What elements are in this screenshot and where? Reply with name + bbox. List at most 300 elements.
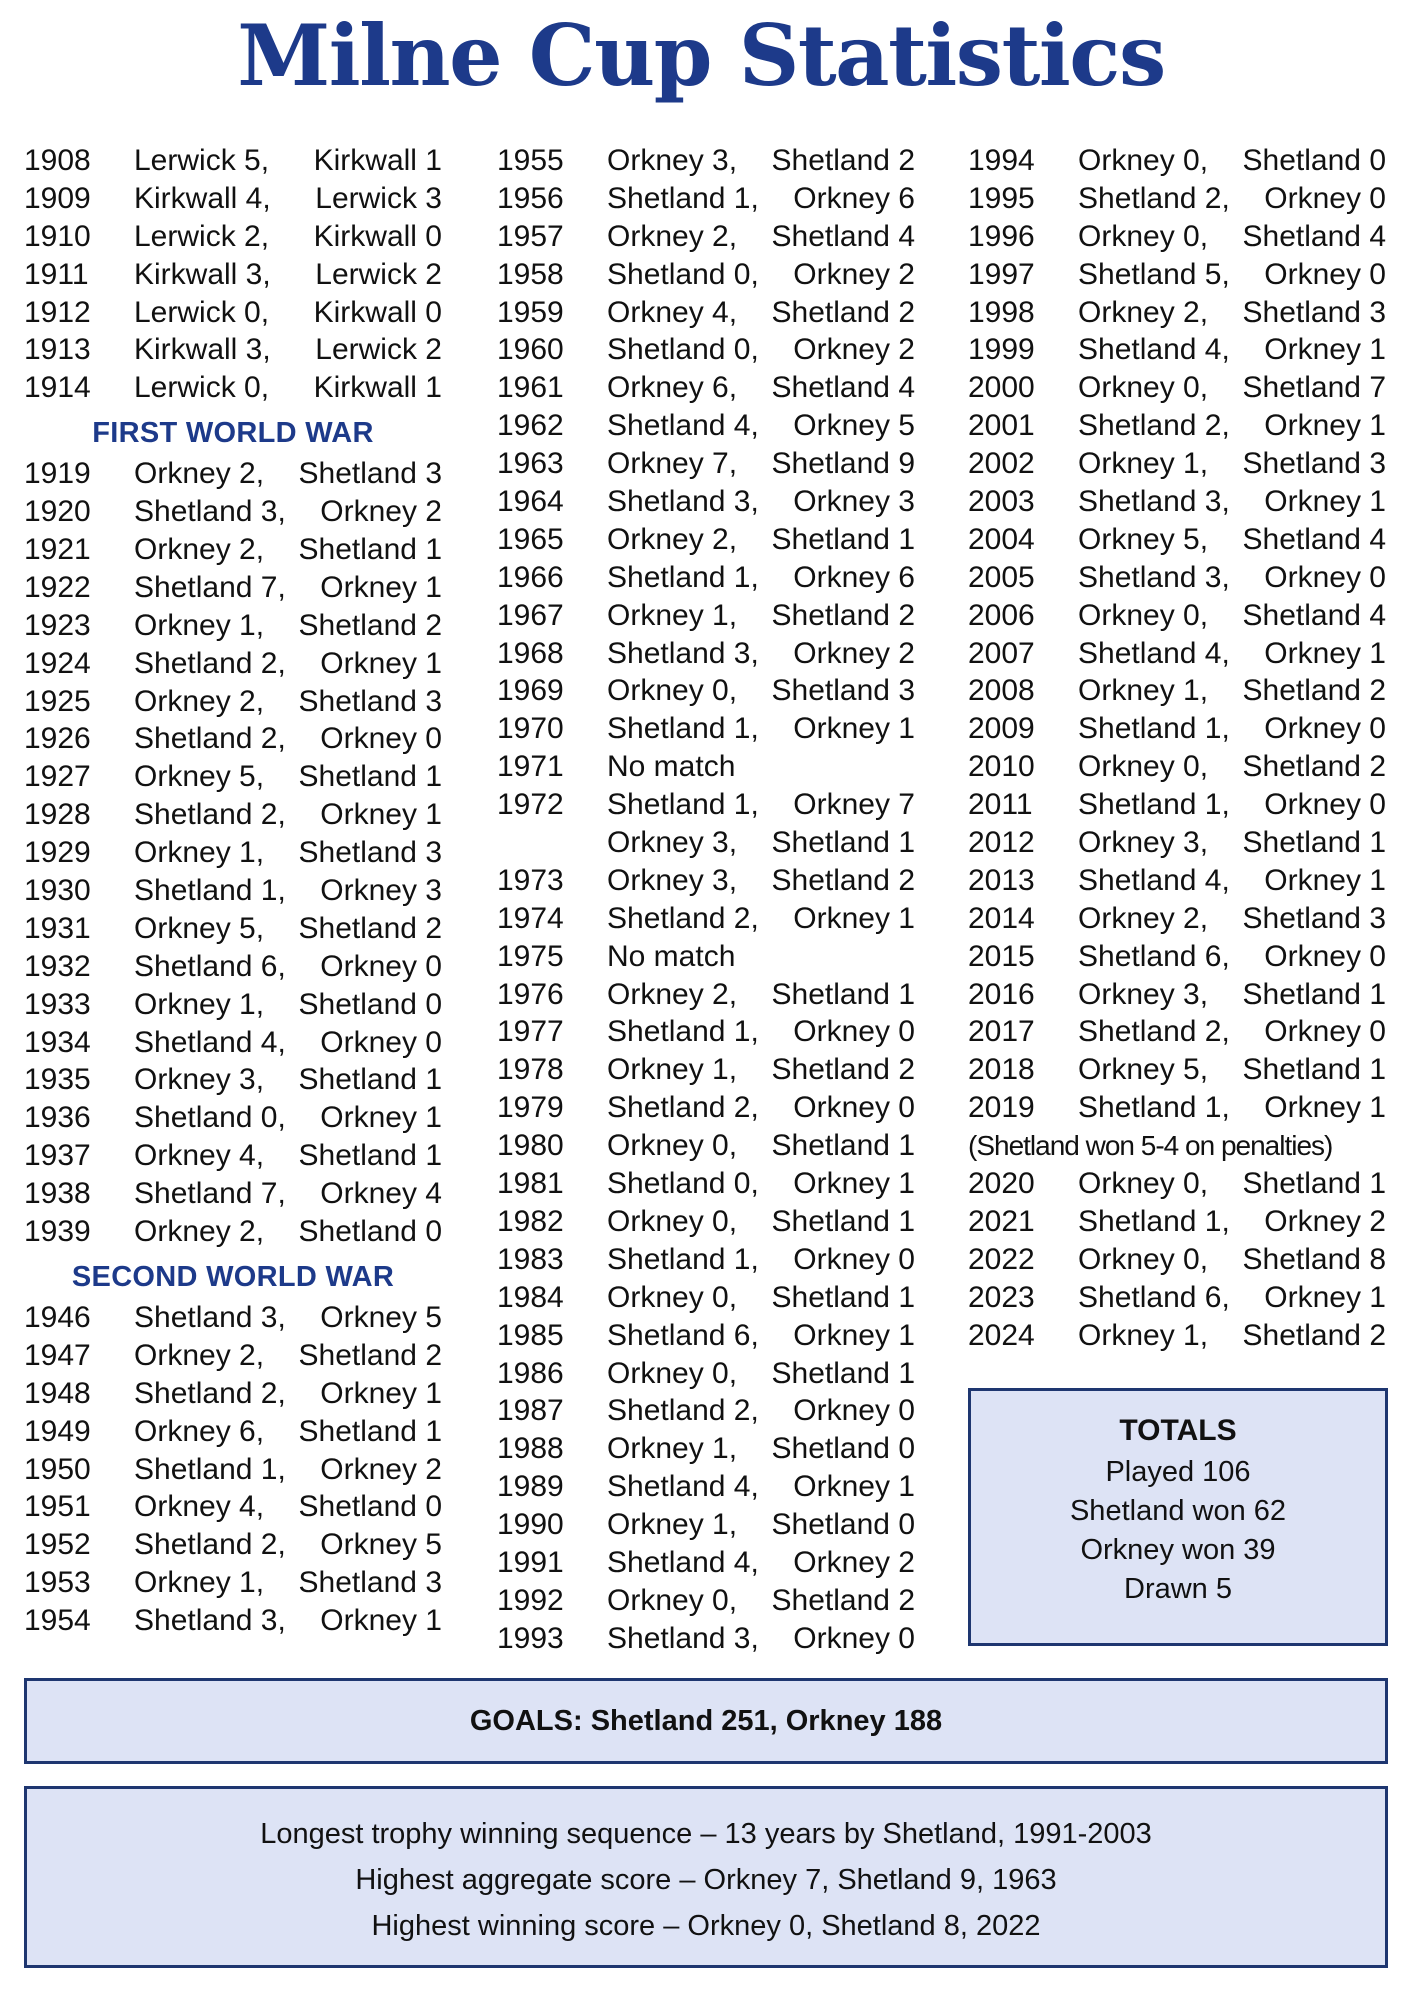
result-row bbox=[24, 455, 442, 493]
home-score: Orkney 2, bbox=[1078, 901, 1209, 935]
away-score: Orkney 1 bbox=[1264, 636, 1386, 670]
home-score: Shetland 3, bbox=[1078, 560, 1230, 594]
result-row bbox=[497, 180, 915, 218]
result-year: 2004 bbox=[968, 522, 1035, 556]
away-score: Orkney 1 bbox=[1264, 1280, 1386, 1314]
result-year: 1997 bbox=[968, 257, 1035, 291]
result-score bbox=[607, 1127, 915, 1165]
home-score: Shetland 1, bbox=[134, 874, 286, 908]
home-score: Shetland 1, bbox=[607, 712, 759, 746]
result-row bbox=[497, 1392, 915, 1430]
home-score: Shetland 1, bbox=[1078, 712, 1230, 746]
home-score: Shetland 1, bbox=[1078, 1204, 1230, 1238]
result-row bbox=[968, 1203, 1386, 1241]
result-score bbox=[607, 369, 915, 407]
result-row bbox=[24, 1061, 442, 1099]
result-score bbox=[134, 531, 442, 569]
result-score bbox=[1078, 331, 1386, 369]
away-score: Shetland 9 bbox=[771, 447, 915, 481]
result-score bbox=[607, 483, 915, 521]
away-score: Shetland 8 bbox=[1242, 1242, 1386, 1276]
home-score: Orkney 1, bbox=[1078, 447, 1209, 481]
result-row bbox=[497, 1279, 915, 1317]
away-score: Kirkwall 1 bbox=[313, 371, 442, 405]
result-score bbox=[134, 910, 442, 948]
result-row bbox=[24, 607, 442, 645]
result-score bbox=[134, 1526, 442, 1564]
result-year: 1932 bbox=[24, 949, 91, 983]
home-score: Kirkwall 4, bbox=[134, 181, 271, 215]
result-row bbox=[24, 1175, 442, 1213]
result-score bbox=[134, 331, 442, 369]
home-score: Shetland 4, bbox=[607, 409, 759, 443]
away-score: Shetland 3 bbox=[298, 836, 442, 870]
result-year: 1928 bbox=[24, 798, 91, 832]
result-row bbox=[968, 559, 1386, 597]
home-score: Shetland 2, bbox=[607, 1091, 759, 1125]
home-score: Orkney 1, bbox=[134, 836, 265, 870]
result-row bbox=[24, 369, 442, 407]
result-score bbox=[134, 493, 442, 531]
home-score: Shetland 2, bbox=[134, 1528, 286, 1562]
home-score: Shetland 2, bbox=[607, 901, 759, 935]
home-score: Shetland 3, bbox=[134, 1300, 286, 1334]
result-score bbox=[607, 1089, 915, 1127]
result-year: 2023 bbox=[968, 1280, 1035, 1314]
result-year: 1983 bbox=[497, 1242, 564, 1276]
result-year: 1962 bbox=[497, 409, 564, 443]
result-year: 2015 bbox=[968, 939, 1035, 973]
result-year: 1920 bbox=[24, 495, 91, 529]
result-score bbox=[134, 569, 442, 607]
result-year: 1969 bbox=[497, 674, 564, 708]
home-score: Shetland 1, bbox=[607, 181, 759, 215]
result-row bbox=[497, 1165, 915, 1203]
home-score: Orkney 2, bbox=[607, 977, 738, 1011]
result-row bbox=[968, 256, 1386, 294]
away-score: Orkney 0 bbox=[1264, 788, 1386, 822]
result-row bbox=[24, 1337, 442, 1375]
away-score: Shetland 1 bbox=[298, 1063, 442, 1097]
away-score: Orkney 3 bbox=[320, 874, 442, 908]
home-score: Shetland 6, bbox=[1078, 1280, 1230, 1314]
away-score: Orkney 1 bbox=[793, 1167, 915, 1201]
home-score: Orkney 3, bbox=[1078, 826, 1209, 860]
result-score bbox=[1078, 521, 1386, 559]
result-score bbox=[134, 1061, 442, 1099]
result-year: 1977 bbox=[497, 1015, 564, 1049]
totals-shetland-won: Shetland won 62 bbox=[1069, 1495, 1287, 1527]
away-score: Orkney 2 bbox=[320, 1452, 442, 1486]
away-score: Shetland 2 bbox=[298, 608, 442, 642]
result-year: 1923 bbox=[24, 608, 91, 642]
result-score bbox=[1078, 1317, 1386, 1355]
home-score: Shetland 0, bbox=[607, 333, 759, 367]
result-year: 1972 bbox=[497, 788, 564, 822]
result-score bbox=[607, 976, 915, 1014]
away-score: Shetland 4 bbox=[1242, 522, 1386, 556]
result-year: 1976 bbox=[497, 977, 564, 1011]
away-score: Shetland 3 bbox=[1242, 447, 1386, 481]
away-score: Kirkwall 0 bbox=[313, 295, 442, 329]
result-year: 1929 bbox=[24, 836, 91, 870]
home-score: Orkney 5, bbox=[1078, 522, 1209, 556]
record-longest-sequence: Longest trophy winning sequence – 13 years by Shetland, 1991-2003 bbox=[260, 1818, 1152, 1850]
result-row bbox=[497, 1620, 915, 1658]
result-year: 1960 bbox=[497, 333, 564, 367]
home-score: Shetland 1, bbox=[607, 1242, 759, 1276]
result-score bbox=[607, 256, 915, 294]
away-score: Orkney 1 bbox=[1264, 409, 1386, 443]
home-score: Orkney 0, bbox=[1078, 144, 1209, 177]
away-score: Shetland 2 bbox=[1242, 674, 1386, 708]
away-score: Shetland 4 bbox=[771, 219, 915, 253]
result-score bbox=[134, 369, 442, 407]
result-row bbox=[497, 938, 915, 976]
result-score bbox=[134, 872, 442, 910]
result-year: 1967 bbox=[497, 598, 564, 632]
away-score: Orkney 0 bbox=[320, 722, 442, 756]
result-row bbox=[968, 180, 1386, 218]
result-score bbox=[1078, 710, 1386, 748]
result-row bbox=[24, 1299, 442, 1337]
result-score bbox=[1078, 786, 1386, 824]
away-score: Shetland 2 bbox=[771, 295, 915, 329]
away-score: Shetland 2 bbox=[1242, 750, 1386, 784]
result-year: 2013 bbox=[968, 863, 1035, 897]
result-year: 2022 bbox=[968, 1242, 1035, 1276]
away-score: Orkney 1 bbox=[1264, 863, 1386, 897]
away-score: Shetland 2 bbox=[298, 1338, 442, 1372]
away-score: Shetland 2 bbox=[771, 598, 915, 632]
away-score: Shetland 0 bbox=[771, 1432, 915, 1466]
away-score: Orkney 2 bbox=[1264, 1204, 1386, 1238]
result-score bbox=[134, 1602, 442, 1640]
away-score: Orkney 1 bbox=[320, 570, 442, 604]
result-score bbox=[134, 1451, 442, 1489]
home-score: Orkney 0, bbox=[1078, 371, 1209, 405]
result-year: 1996 bbox=[968, 219, 1035, 253]
results-column-2 bbox=[497, 142, 915, 1658]
result-year: 1948 bbox=[24, 1376, 91, 1410]
away-score: Orkney 5 bbox=[320, 1528, 442, 1562]
result-score bbox=[1078, 1241, 1386, 1279]
result-score bbox=[1078, 483, 1386, 521]
result-row bbox=[497, 1241, 915, 1279]
result-row bbox=[497, 559, 915, 597]
away-score: Orkney 1 bbox=[1264, 1091, 1386, 1125]
result-year: 1984 bbox=[497, 1280, 564, 1314]
home-score: Shetland 2, bbox=[134, 798, 286, 832]
home-score: Orkney 3, bbox=[1078, 977, 1209, 1011]
result-row bbox=[497, 1544, 915, 1582]
totals-heading: TOTALS bbox=[1119, 1414, 1237, 1447]
result-year: 1981 bbox=[497, 1167, 564, 1201]
result-year: 1987 bbox=[497, 1394, 564, 1428]
away-score: Shetland 1 bbox=[298, 760, 442, 794]
away-score: Shetland 3 bbox=[298, 457, 442, 491]
result-row bbox=[968, 862, 1386, 900]
home-score: Shetland 1, bbox=[607, 560, 759, 594]
away-score: Orkney 1 bbox=[793, 901, 915, 935]
result-score bbox=[134, 796, 442, 834]
result-row bbox=[497, 521, 915, 559]
result-row bbox=[497, 1051, 915, 1089]
result-row bbox=[968, 294, 1386, 332]
result-row bbox=[497, 1203, 915, 1241]
away-score: Shetland 4 bbox=[1242, 598, 1386, 632]
home-score: Orkney 1, bbox=[1078, 674, 1209, 708]
home-score: Shetland 1, bbox=[1078, 788, 1230, 822]
result-score bbox=[134, 683, 442, 721]
result-row bbox=[497, 672, 915, 710]
result-year: 1994 bbox=[968, 144, 1035, 177]
result-year: 1952 bbox=[24, 1528, 91, 1562]
result-row bbox=[968, 748, 1386, 786]
result-score bbox=[134, 1099, 442, 1137]
home-score: Orkney 0, bbox=[1078, 1167, 1209, 1201]
result-score bbox=[607, 1582, 915, 1620]
result-text: No match bbox=[607, 939, 736, 973]
result-year: 2014 bbox=[968, 901, 1035, 935]
result-score bbox=[607, 1051, 915, 1089]
result-year: 2021 bbox=[968, 1204, 1035, 1238]
result-year: 1926 bbox=[24, 722, 91, 756]
result-row bbox=[968, 786, 1386, 824]
result-score bbox=[134, 1564, 442, 1602]
home-score: Orkney 2, bbox=[134, 684, 265, 718]
result-year: 1955 bbox=[497, 144, 564, 177]
result-row bbox=[968, 824, 1386, 862]
home-score: Orkney 1, bbox=[607, 1432, 738, 1466]
result-score bbox=[1078, 862, 1386, 900]
totals-orkney-won: Orkney won 39 bbox=[1080, 1534, 1276, 1566]
away-score: Shetland 3 bbox=[771, 674, 915, 708]
result-row bbox=[497, 407, 915, 445]
away-score: Orkney 0 bbox=[793, 1242, 915, 1276]
result-score bbox=[1078, 672, 1386, 710]
result-year: 2002 bbox=[968, 447, 1035, 481]
result-year: 1922 bbox=[24, 570, 91, 604]
home-score: Shetland 3, bbox=[607, 1621, 759, 1655]
away-score: Lerwick 2 bbox=[315, 333, 442, 367]
result-year: 1970 bbox=[497, 712, 564, 746]
result-score bbox=[607, 331, 915, 369]
away-score: Shetland 0 bbox=[298, 1215, 442, 1249]
result-year: 1912 bbox=[24, 295, 91, 329]
away-score: Shetland 2 bbox=[771, 1583, 915, 1617]
result-score bbox=[134, 1213, 442, 1251]
home-score: Kirkwall 3, bbox=[134, 333, 271, 367]
result-row bbox=[497, 900, 915, 938]
home-score: Orkney 2, bbox=[134, 1338, 265, 1372]
result-score bbox=[607, 180, 915, 218]
result-year: 2007 bbox=[968, 636, 1035, 670]
result-row bbox=[497, 824, 915, 862]
result-row bbox=[24, 1451, 442, 1489]
away-score: Orkney 1 bbox=[320, 1376, 442, 1410]
result-year: 1971 bbox=[497, 750, 564, 784]
home-score: Lerwick 0, bbox=[134, 371, 270, 405]
away-score: Orkney 1 bbox=[793, 1470, 915, 1504]
home-score: Shetland 2, bbox=[134, 722, 286, 756]
result-score bbox=[607, 1203, 915, 1241]
result-row bbox=[497, 142, 915, 180]
result-row bbox=[497, 786, 915, 824]
result-score bbox=[134, 455, 442, 493]
result-row bbox=[24, 796, 442, 834]
result-year: 2024 bbox=[968, 1318, 1035, 1352]
home-score: Orkney 3, bbox=[134, 1063, 265, 1097]
away-score: Shetland 1 bbox=[771, 1204, 915, 1238]
result-score bbox=[134, 1137, 442, 1175]
home-score: Shetland 3, bbox=[134, 1604, 286, 1638]
away-score: Orkney 6 bbox=[793, 181, 915, 215]
result-year: 1999 bbox=[968, 333, 1035, 367]
result-year: 1982 bbox=[497, 1204, 564, 1238]
records-box bbox=[24, 1786, 1388, 1968]
result-score bbox=[1078, 180, 1386, 218]
result-row bbox=[24, 256, 442, 294]
result-score bbox=[1078, 1165, 1386, 1203]
result-row bbox=[24, 1024, 442, 1062]
result-year: 1991 bbox=[497, 1545, 564, 1579]
result-row bbox=[968, 1317, 1386, 1355]
result-row bbox=[497, 1355, 915, 1393]
result-year: 1921 bbox=[24, 533, 91, 567]
result-score bbox=[134, 142, 442, 180]
result-row bbox=[968, 672, 1386, 710]
away-score: Orkney 0 bbox=[1264, 939, 1386, 973]
home-score: Lerwick 0, bbox=[134, 295, 270, 329]
result-year: 1946 bbox=[24, 1300, 91, 1334]
result-year: 1961 bbox=[497, 371, 564, 405]
result-row bbox=[968, 483, 1386, 521]
war-heading: SECOND WORLD WAR bbox=[71, 1260, 395, 1293]
away-score: Orkney 0 bbox=[1264, 257, 1386, 291]
result-row bbox=[968, 900, 1386, 938]
away-score: Shetland 1 bbox=[771, 1280, 915, 1314]
away-score: Orkney 3 bbox=[793, 485, 915, 519]
result-row bbox=[24, 758, 442, 796]
result-row bbox=[497, 1506, 915, 1544]
result-year: 1953 bbox=[24, 1566, 91, 1600]
penalty-note: (Shetland won 5-4 on penalties) bbox=[968, 1130, 1333, 1162]
result-score bbox=[1078, 938, 1386, 976]
totals-drawn: Drawn 5 bbox=[1124, 1573, 1232, 1605]
result-row bbox=[497, 710, 915, 748]
result-year: 1925 bbox=[24, 684, 91, 718]
result-score bbox=[134, 986, 442, 1024]
away-score: Shetland 0 bbox=[771, 1508, 915, 1542]
away-score: Orkney 0 bbox=[320, 949, 442, 983]
away-score: Shetland 4 bbox=[1242, 219, 1386, 253]
home-score: Shetland 3, bbox=[607, 636, 759, 670]
away-score: Orkney 0 bbox=[320, 1025, 442, 1059]
result-score bbox=[607, 635, 915, 673]
result-row bbox=[497, 369, 915, 407]
result-row bbox=[968, 407, 1386, 445]
away-score: Shetland 0 bbox=[298, 1490, 442, 1524]
home-score: Orkney 0, bbox=[607, 1129, 738, 1163]
result-year: 1910 bbox=[24, 219, 91, 253]
away-score: Shetland 0 bbox=[298, 987, 442, 1021]
away-score: Orkney 0 bbox=[1264, 181, 1386, 215]
home-score: Orkney 0, bbox=[1078, 750, 1209, 784]
result-row bbox=[24, 948, 442, 986]
result-score bbox=[1078, 1089, 1386, 1127]
home-score: Orkney 4, bbox=[607, 295, 738, 329]
result-score bbox=[134, 180, 442, 218]
result-row bbox=[968, 938, 1386, 976]
result-year: 1980 bbox=[497, 1129, 564, 1163]
home-score: Orkney 6, bbox=[134, 1414, 265, 1448]
away-score: Orkney 4 bbox=[320, 1177, 442, 1211]
result-score bbox=[134, 1299, 442, 1337]
result-row bbox=[24, 683, 442, 721]
result-score bbox=[607, 1317, 915, 1355]
result-year: 2008 bbox=[968, 674, 1035, 708]
away-score: Shetland 1 bbox=[298, 533, 442, 567]
war-heading: FIRST WORLD WAR bbox=[92, 417, 374, 450]
result-score bbox=[607, 786, 915, 824]
result-row bbox=[968, 597, 1386, 635]
home-score: Orkney 0, bbox=[1078, 598, 1209, 632]
result-score bbox=[607, 1013, 915, 1051]
home-score: Shetland 2, bbox=[1078, 181, 1230, 215]
result-text: No match bbox=[607, 750, 736, 784]
result-row bbox=[24, 1526, 442, 1564]
result-score bbox=[607, 824, 915, 862]
away-score: Kirkwall 1 bbox=[313, 144, 442, 177]
result-score bbox=[134, 758, 442, 796]
result-year: 1986 bbox=[497, 1356, 564, 1390]
result-year: 1930 bbox=[24, 874, 91, 908]
result-score bbox=[1078, 597, 1386, 635]
home-score: Orkney 2, bbox=[134, 457, 265, 491]
result-year: 1973 bbox=[497, 863, 564, 897]
result-score bbox=[1078, 294, 1386, 332]
result-row bbox=[968, 1279, 1386, 1317]
home-score: Orkney 1, bbox=[607, 598, 738, 632]
result-year: 2019 bbox=[968, 1091, 1035, 1125]
home-score: Orkney 2, bbox=[1078, 295, 1209, 329]
away-score: Shetland 2 bbox=[771, 863, 915, 897]
result-score bbox=[134, 1024, 442, 1062]
result-year: 1938 bbox=[24, 1177, 91, 1211]
result-score bbox=[134, 1337, 442, 1375]
home-score: Shetland 6, bbox=[134, 949, 286, 983]
result-year: 1968 bbox=[497, 636, 564, 670]
away-score: Orkney 1 bbox=[793, 1318, 915, 1352]
away-score: Orkney 2 bbox=[793, 257, 915, 291]
result-score bbox=[134, 1488, 442, 1526]
home-score: Shetland 2, bbox=[1078, 409, 1230, 443]
away-score: Shetland 1 bbox=[771, 522, 915, 556]
result-year: 2003 bbox=[968, 485, 1035, 519]
home-score: Shetland 2, bbox=[607, 1394, 759, 1428]
result-year: 1964 bbox=[497, 485, 564, 519]
result-row bbox=[968, 635, 1386, 673]
result-year: 2012 bbox=[968, 826, 1035, 860]
result-year: 1979 bbox=[497, 1091, 564, 1125]
result-year: 2005 bbox=[968, 560, 1035, 594]
result-row bbox=[24, 531, 442, 569]
result-year: 2020 bbox=[968, 1167, 1035, 1201]
result-row bbox=[497, 218, 915, 256]
result-year: 1933 bbox=[24, 987, 91, 1021]
result-year: 1963 bbox=[497, 447, 564, 481]
